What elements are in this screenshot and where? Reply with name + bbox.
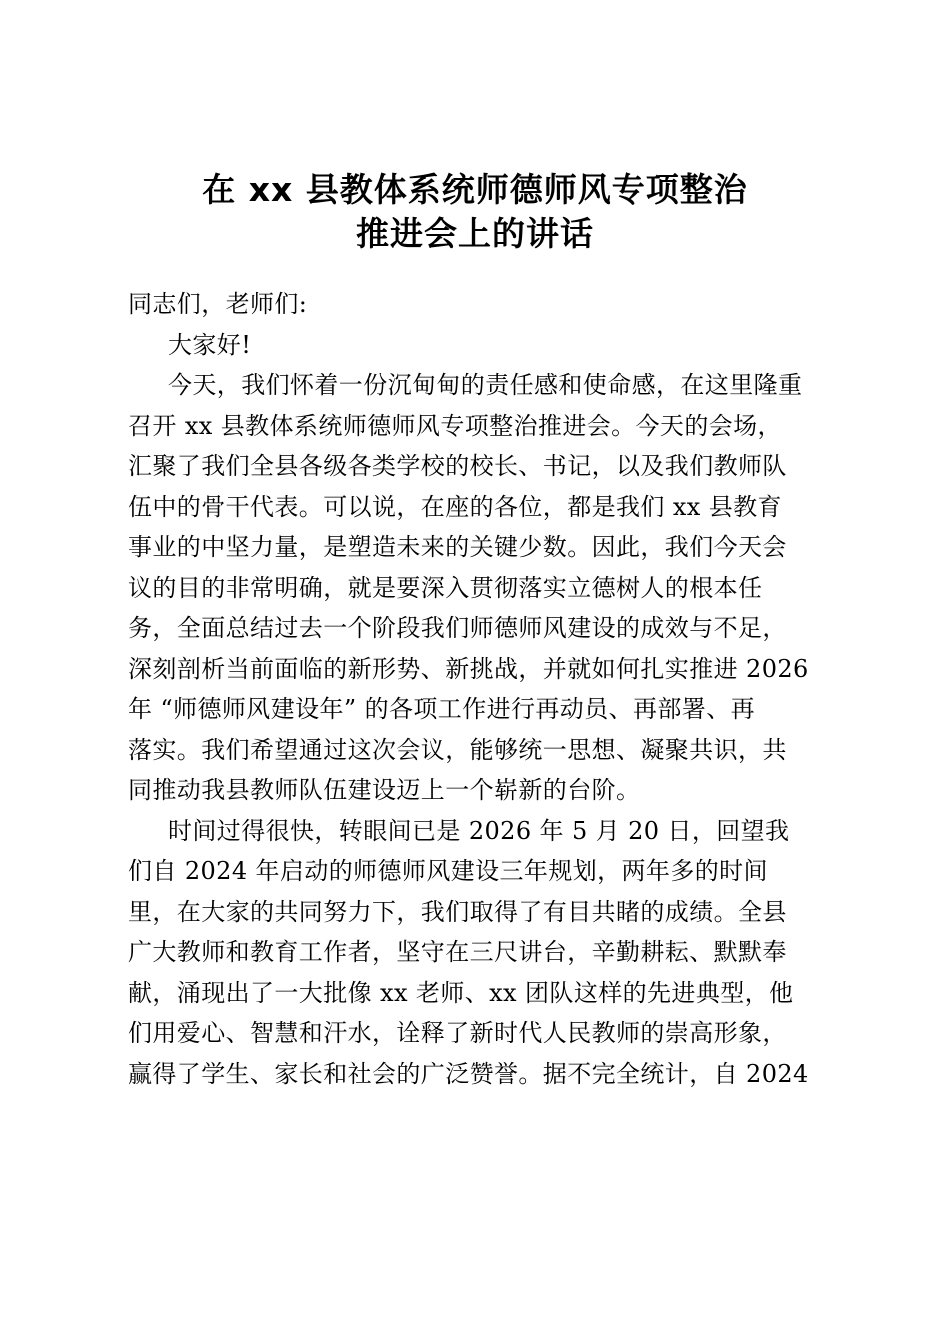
paragraph-2 bbox=[128, 811, 830, 1095]
title-line-2: 推进会上的讲话 bbox=[356, 214, 594, 253]
paragraph-line: 年 “师德师风建设年” 的各项工作进行再动员、再部署、再 bbox=[128, 695, 755, 723]
paragraph-line: 今天，我们怀着一份沉甸甸的责任感和使命感，在这里隆重 bbox=[168, 371, 803, 399]
paragraph-line: 们自 2024 年启动的师德师风建设三年规划，两年多的时间 bbox=[128, 857, 768, 885]
title-line-1: 在 xx 县教体系统师德师风专项整治 bbox=[202, 170, 748, 209]
paragraph-line: 广大教师和教育工作者，坚守在三尺讲台，辛勤耕耘、默默奉 bbox=[128, 938, 787, 966]
paragraph-line: 们用爱心、智慧和汗水，诠释了新时代人民教师的崇高形象， bbox=[128, 1019, 787, 1047]
document-body bbox=[128, 284, 830, 1094]
paragraph-line: 同推动我县教师队伍建设迈上一个崭新的台阶。 bbox=[128, 776, 641, 804]
paragraph-line: 召开 xx 县教体系统师德师风专项整治推进会。今天的会场， bbox=[128, 411, 782, 440]
paragraph-line: 里，在大家的共同努力下，我们取得了有目共睹的成绩。全县 bbox=[128, 897, 787, 926]
paragraph-line: 务，全面总结过去一个阶段我们师德师风建设的成效与不足， bbox=[128, 614, 787, 642]
greeting: 大家好! bbox=[168, 330, 252, 359]
paragraph-line: 落实。我们希望通过这次会议，能够统一思想、凝聚共识，共 bbox=[128, 735, 787, 764]
paragraph-line: 深刻剖析当前面临的新形势、新挑战，并就如何扎实推进 2026 bbox=[128, 654, 809, 683]
paragraph-line: 议的目的非常明确，就是要深入贯彻落实立德树人的根本任 bbox=[128, 573, 763, 602]
paragraph-line: 汇聚了我们全县各级各类学校的校长、书记，以及我们教师队 bbox=[128, 452, 787, 480]
document-title bbox=[0, 168, 950, 256]
salutation: 同志们，老师们: bbox=[128, 290, 308, 318]
paragraph-line: 赢得了学生、家长和社会的广泛赞誉。据不完全统计，自 2024 bbox=[128, 1059, 809, 1088]
paragraph-line: 时间过得很快，转眼间已是 2026 年 5 月 20 日，回望我 bbox=[168, 816, 790, 845]
paragraph-line: 献，涌现出了一大批像 xx 老师、xx 团队这样的先进典型，他 bbox=[128, 978, 794, 1007]
paragraph-line: 事业的中坚力量，是塑造未来的关键少数。因此，我们今天会 bbox=[128, 533, 787, 561]
paragraph-1 bbox=[128, 365, 830, 811]
paragraph-line: 伍中的骨干代表。可以说，在座的各位，都是我们 xx 县教育 bbox=[128, 492, 782, 521]
